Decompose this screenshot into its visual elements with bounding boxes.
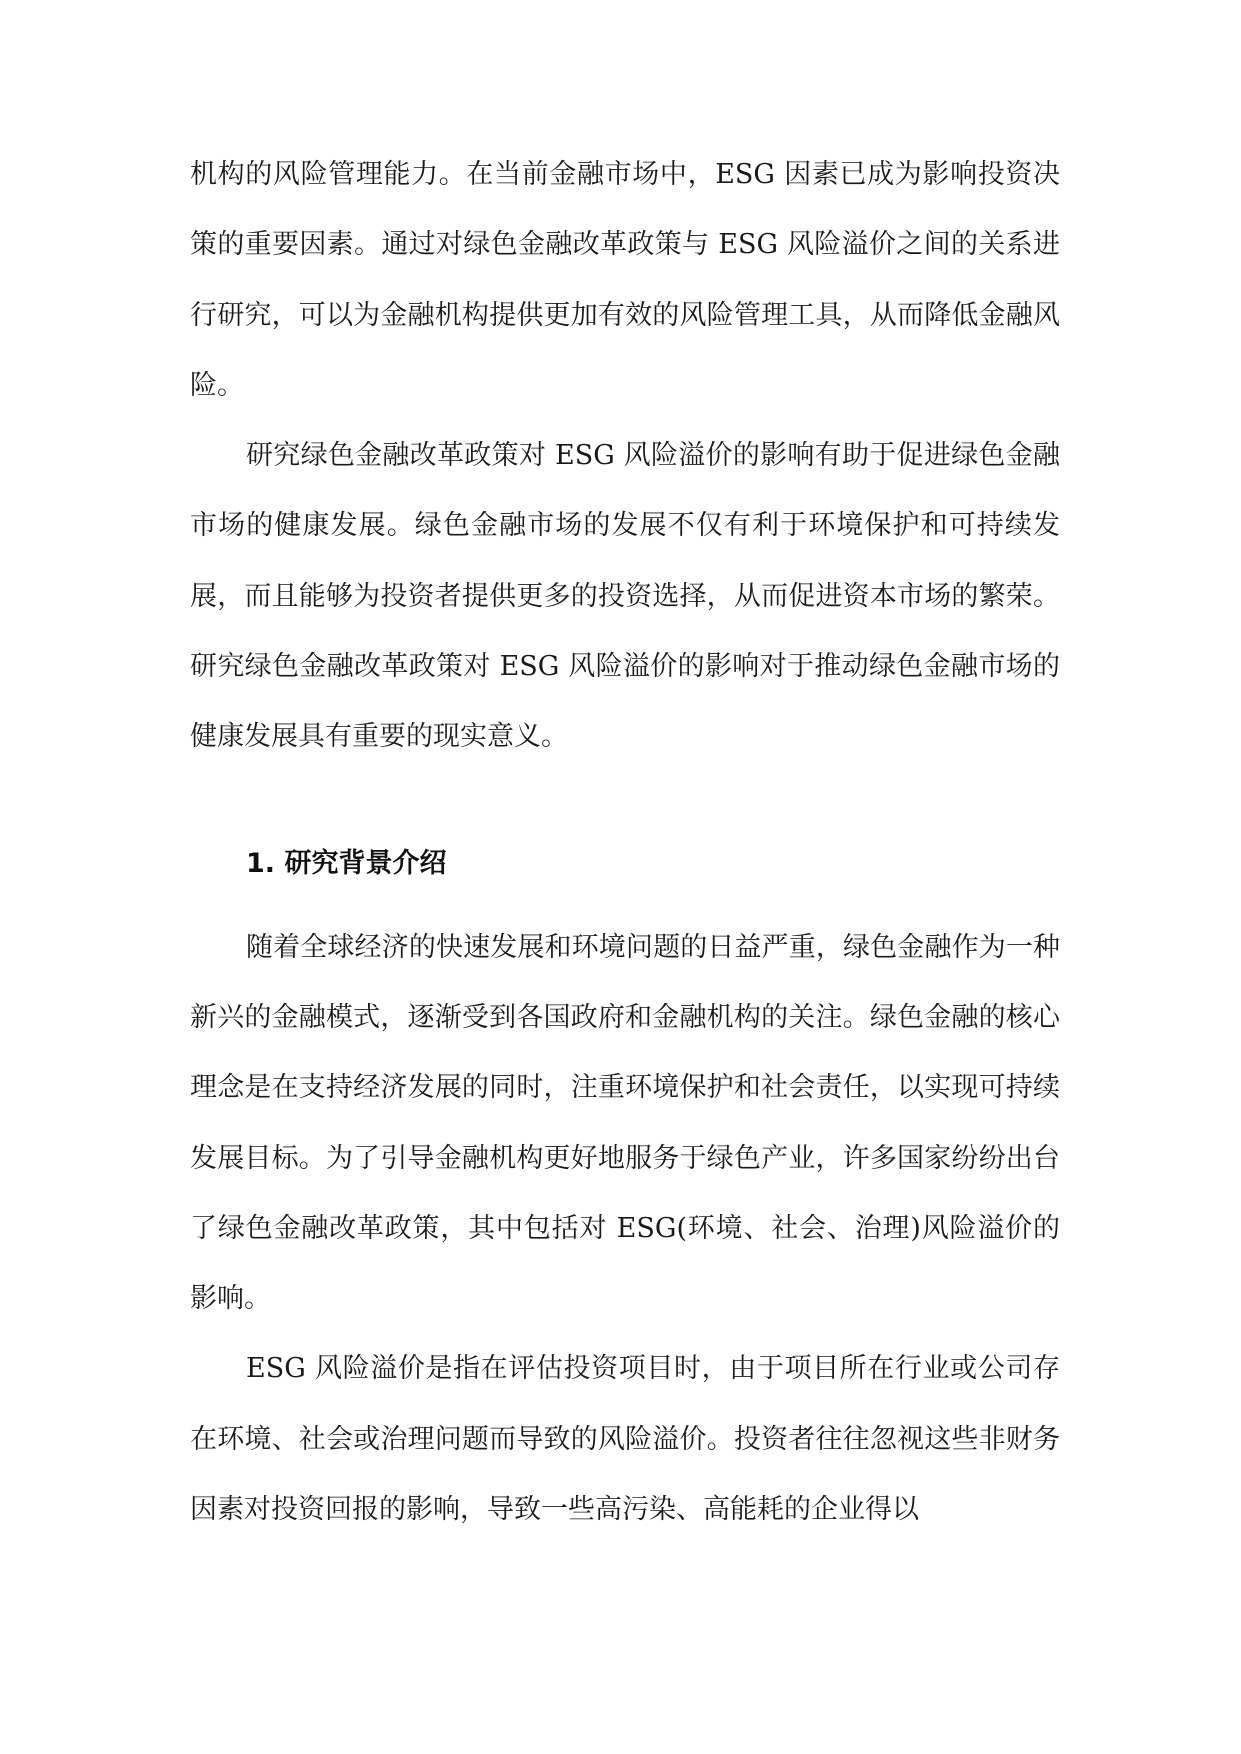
- paragraph-esg-premium: ESG 风险溢价是指在评估投资项目时，由于项目所在行业或公司存在环境、社会或治理问题而导致的风险溢价。投资者往往忽视这些非财务因素对投资回报的影响，导致一些高污染、高能耗的企业得以: [190, 1353, 1060, 1526]
- section-heading: 1. 研究背景介绍: [246, 847, 447, 879]
- paragraph-significance: 研究绿色金融改革政策对 ESG 风险溢价的影响有助于促进绿色金融市场的健康发展。绿色金融市场的发展不仅有利于环境保护和可持续发展，而且能够为投资者提供更多的投资选择，从而促进资本市场的繁荣。研究绿色金融改革政策对 ESG 风险溢价的影响对于推动绿色金融市场的健康发展具有重要的现实意义。: [190, 440, 1060, 753]
- paragraph-continuation: 机构的风险管理能力。在当前金融市场中，ESG 因素已成为影响投资决策的重要因素。通过对绿色金融改革政策与 ESG 风险溢价之间的关系进行研究，可以为金融机构提供更加有效的风险管理工具，从而降低金融风险。: [190, 159, 1060, 401]
- document-body: [190, 140, 1060, 1545]
- paragraph-background: 随着全球经济的快速发展和环境问题的日益严重，绿色金融作为一种新兴的金融模式，逐渐受到各国政府和金融机构的关注。绿色金融的核心理念是在支持经济发展的同时，注重环境保护和社会责任，以实现可持续发展目标。为了引导金融机构更好地服务于绿色产业，许多国家纷纷出台了绿色金融改革政策，其中包括对 ESG(环境、社会、治理)风险溢价的影响。: [190, 931, 1060, 1315]
